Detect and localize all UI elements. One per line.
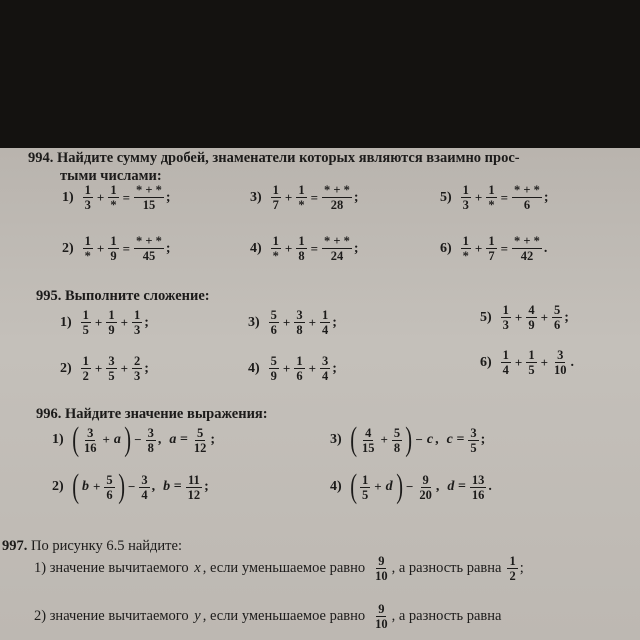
- fraction: [296, 183, 306, 212]
- fraction: [82, 426, 99, 455]
- plus: +: [380, 432, 388, 447]
- fraction: [294, 308, 304, 337]
- fraction: [512, 183, 542, 212]
- condition: d =: [447, 479, 466, 494]
- fraction: [83, 183, 93, 212]
- numerator: 11: [188, 472, 200, 487]
- denominator: 7: [272, 198, 279, 212]
- denominator: *: [488, 198, 495, 212]
- symbol: +: [282, 360, 291, 376]
- punct: ;: [165, 189, 171, 205]
- denominator: 9: [108, 323, 115, 337]
- numerator: 1: [84, 234, 91, 248]
- punct: ;: [210, 432, 216, 447]
- denominator: 2: [82, 369, 89, 383]
- symbol: +: [120, 314, 129, 330]
- numerator: 5: [554, 303, 561, 317]
- denominator: 15: [142, 198, 156, 212]
- fraction: [461, 183, 471, 212]
- variable: y: [194, 608, 201, 624]
- problem-996-header: [36, 406, 268, 423]
- punct: ;: [480, 432, 486, 447]
- symbol: +: [94, 360, 103, 376]
- minus: −: [415, 432, 423, 447]
- exercise: [52, 423, 215, 457]
- exercise-label: 1): [62, 189, 74, 205]
- denominator: 12: [193, 440, 207, 455]
- symbol: +: [120, 360, 129, 376]
- fraction: [322, 234, 352, 263]
- denominator: 5: [108, 369, 115, 383]
- fraction: [526, 348, 536, 377]
- fraction: [360, 426, 377, 455]
- parenthesis: (: [349, 421, 357, 458]
- fraction: $\frac{9}{10}$: [375, 602, 388, 631]
- numerator: 3: [87, 425, 94, 440]
- separator: ,: [435, 479, 440, 494]
- fraction: [526, 303, 536, 332]
- fraction: [360, 473, 370, 502]
- numerator: 1: [272, 183, 279, 197]
- punct: ;: [332, 314, 337, 330]
- exercise-label: 4): [250, 240, 262, 256]
- numerator: 3: [147, 425, 154, 440]
- textbook-page: [0, 148, 640, 640]
- punct: ;: [353, 240, 359, 256]
- numerator: 3: [470, 425, 477, 440]
- plus: +: [102, 432, 110, 447]
- denominator: 5: [528, 363, 535, 377]
- numerator: * + *: [324, 234, 350, 248]
- fraction: [271, 183, 281, 212]
- fraction: [132, 354, 142, 383]
- parenthesis: (: [71, 421, 79, 458]
- denominator: 7: [488, 249, 495, 263]
- punct: ;: [519, 560, 524, 576]
- numerator: 1: [298, 183, 305, 197]
- numerator: 3: [557, 348, 564, 362]
- exercise-label: 1): [60, 314, 72, 330]
- symbol: +: [284, 189, 293, 205]
- numerator: 1: [462, 234, 469, 248]
- exercise: [440, 234, 547, 263]
- symbol: =: [122, 189, 131, 205]
- numerator: * + *: [136, 234, 162, 248]
- fraction: [134, 183, 164, 212]
- problem-994-header: [28, 150, 520, 167]
- exercise: [62, 183, 171, 212]
- numerator: 1: [488, 183, 495, 197]
- denominator: 16: [471, 487, 485, 502]
- punct: ;: [543, 189, 549, 205]
- symbol: =: [310, 240, 319, 256]
- exercise-label: 2): [52, 479, 64, 494]
- fraction: [468, 426, 478, 455]
- variable: a: [113, 432, 121, 447]
- exercise-label: 3): [250, 189, 262, 205]
- denominator: 6: [270, 323, 277, 337]
- denominator: 20: [419, 487, 432, 502]
- denominator: 9: [528, 318, 535, 332]
- fraction: [501, 348, 511, 377]
- symbol: +: [308, 360, 317, 376]
- numerator: 4: [528, 303, 535, 317]
- exercise: [60, 308, 149, 337]
- fraction: [320, 354, 330, 383]
- problem-995-header: [36, 288, 210, 305]
- denominator: 45: [142, 249, 156, 263]
- symbol: =: [310, 189, 319, 205]
- denominator: 6: [106, 487, 113, 502]
- fraction: [106, 354, 116, 383]
- denominator: 28: [330, 198, 344, 212]
- fraction: [269, 354, 279, 383]
- fraction: [83, 234, 93, 263]
- denominator: 4: [322, 323, 329, 337]
- fraction: [322, 183, 352, 212]
- numerator: 1: [298, 234, 305, 248]
- exercise-label: 3): [248, 314, 260, 330]
- fraction: [146, 426, 156, 455]
- denominator: 3: [502, 318, 509, 332]
- exercise-label: 2): [62, 240, 74, 256]
- variable: c: [426, 432, 434, 447]
- exercise-label: 5): [480, 309, 492, 325]
- numerator: 1: [134, 308, 141, 322]
- problem-number: 994.: [28, 150, 54, 166]
- text: , если уменьшаемое равно: [202, 560, 366, 576]
- denominator: 10: [554, 363, 567, 377]
- denominator: *: [462, 249, 469, 263]
- denominator: 8: [298, 249, 305, 263]
- symbol: +: [514, 309, 523, 325]
- fraction: [461, 234, 471, 263]
- denominator: 8: [393, 440, 401, 455]
- minus: −: [134, 432, 142, 447]
- denominator: 12: [187, 487, 201, 502]
- minus: −: [406, 479, 414, 494]
- parenthesis: ): [117, 468, 125, 505]
- numerator: 3: [108, 354, 115, 368]
- text: 2) значение вычитаемого: [34, 608, 189, 624]
- parenthesis: (: [349, 468, 357, 505]
- exercise: [250, 183, 359, 212]
- punct: .: [570, 354, 575, 370]
- fraction: [192, 426, 209, 455]
- denominator: 5: [362, 487, 369, 502]
- denominator: 4: [141, 487, 148, 502]
- separator: ,: [435, 432, 439, 447]
- variable: x: [194, 560, 201, 576]
- problem-number: 997.: [2, 538, 28, 554]
- denominator: 4: [322, 369, 329, 383]
- problem-statement: Найдите сумму дробей, знаменатели которых являются взаимно прос-: [57, 150, 520, 166]
- denominator: 15: [362, 440, 375, 455]
- condition: c =: [446, 432, 465, 447]
- punct: ;: [564, 309, 569, 325]
- fraction: [108, 183, 118, 212]
- symbol: +: [540, 309, 549, 325]
- minus: −: [128, 479, 136, 494]
- denominator: *: [298, 198, 305, 212]
- denominator: 9: [270, 369, 277, 383]
- numerator: 1: [502, 348, 509, 362]
- exercise-label: 5): [440, 189, 452, 205]
- numerator: 5: [106, 472, 113, 487]
- symbol: +: [96, 240, 105, 256]
- numerator: 1: [272, 234, 279, 248]
- fraction: [139, 473, 149, 502]
- condition: b =: [163, 479, 182, 494]
- exercise: [480, 348, 574, 377]
- problem-number: 996.: [36, 406, 62, 422]
- parenthesis: ): [395, 468, 403, 505]
- problem-statement: Выполните сложение:: [65, 288, 210, 304]
- symbol: +: [96, 189, 105, 205]
- denominator: 42: [520, 249, 534, 263]
- denominator: 16: [84, 440, 97, 455]
- numerator: 1: [528, 348, 535, 362]
- exercise-label: 3): [330, 432, 342, 447]
- fraction: [552, 303, 562, 332]
- denominator: 8: [296, 323, 303, 337]
- denominator: 3: [134, 369, 141, 383]
- condition: a =: [169, 432, 188, 447]
- numerator: 1: [502, 303, 509, 317]
- plus: +: [93, 479, 101, 494]
- fraction: [486, 234, 496, 263]
- exercise-label: 4): [248, 360, 260, 376]
- text: , если уменьшаемое равно: [202, 608, 366, 624]
- fraction: $\frac{1}{2}$: [509, 554, 516, 583]
- denominator: 3: [462, 198, 469, 212]
- fraction: [106, 308, 116, 337]
- exercise: [52, 470, 209, 504]
- symbol: =: [122, 240, 131, 256]
- punct: .: [488, 479, 492, 494]
- numerator: 3: [322, 354, 329, 368]
- separator: ,: [157, 432, 162, 447]
- problem-number: 995.: [36, 288, 62, 304]
- numerator: 1: [110, 234, 117, 248]
- numerator: 9: [422, 472, 429, 487]
- fraction: [294, 354, 304, 383]
- denominator: 4: [502, 363, 509, 377]
- numerator: 3: [296, 308, 303, 322]
- numerator: 1: [84, 183, 91, 197]
- variable: d: [385, 479, 393, 494]
- fraction: [486, 183, 496, 212]
- fraction: [104, 473, 114, 502]
- numerator: 1: [488, 234, 495, 248]
- parenthesis: ): [405, 421, 413, 458]
- numerator: 1: [462, 183, 469, 197]
- numerator: 1: [362, 472, 369, 487]
- problem-statement-cont: тыми числами:: [60, 168, 162, 184]
- exercise-label: 1): [52, 432, 64, 447]
- problem-997-header: [2, 538, 182, 555]
- fraction: [470, 473, 487, 502]
- exercise: [480, 303, 569, 332]
- problem-997-line-1: [34, 554, 524, 583]
- numerator: 1: [108, 308, 115, 322]
- problem-statement: Найдите значение выражения:: [65, 406, 268, 422]
- symbol: +: [94, 314, 103, 330]
- denominator: 9: [110, 249, 117, 263]
- text: 1) значение вычитаемого: [34, 560, 189, 576]
- punct: .: [543, 240, 548, 256]
- numerator: 5: [393, 425, 401, 440]
- denominator: 5: [470, 440, 477, 455]
- symbol: =: [500, 189, 509, 205]
- numerator: * + *: [514, 183, 540, 197]
- numerator: 5: [270, 308, 277, 322]
- fraction: [81, 354, 91, 383]
- denominator: 3: [134, 323, 141, 337]
- exercise: [60, 354, 149, 383]
- fraction: [269, 308, 279, 337]
- variable: b: [82, 479, 89, 494]
- numerator: 2: [134, 354, 141, 368]
- numerator: 1: [110, 183, 117, 197]
- denominator: 3: [84, 198, 91, 212]
- numerator: 5: [197, 425, 204, 440]
- exercise: [330, 470, 492, 504]
- punct: ;: [204, 479, 209, 494]
- fraction: [132, 308, 142, 337]
- denominator: 6: [554, 318, 561, 332]
- punct: ;: [165, 240, 171, 256]
- symbol: +: [284, 240, 293, 256]
- numerator: 1: [82, 354, 89, 368]
- exercise-label: 6): [440, 240, 452, 256]
- text: , а разность равна: [391, 560, 502, 576]
- denominator: 8: [147, 440, 154, 455]
- denominator: *: [110, 198, 117, 212]
- fraction: [320, 308, 330, 337]
- symbol: +: [474, 240, 483, 256]
- exercise: [250, 234, 359, 263]
- numerator: * + *: [514, 234, 540, 248]
- numerator: 3: [141, 472, 148, 487]
- numerator: 13: [471, 472, 485, 487]
- numerator: * + *: [324, 183, 350, 197]
- numerator: * + *: [136, 183, 162, 197]
- denominator: 6: [523, 198, 531, 212]
- fraction: [186, 473, 203, 502]
- fraction: [81, 308, 91, 337]
- exercise-label: 2): [60, 360, 72, 376]
- symbol: +: [308, 314, 317, 330]
- denominator: 6: [296, 369, 303, 383]
- fraction: [501, 303, 511, 332]
- punct: ;: [353, 189, 359, 205]
- denominator: 5: [82, 323, 89, 337]
- fraction: [417, 473, 434, 502]
- denominator: 24: [330, 249, 344, 263]
- symbol: +: [474, 189, 483, 205]
- punct: ;: [144, 314, 149, 330]
- problem-997-line-2: [34, 602, 501, 631]
- fraction: [512, 234, 542, 263]
- problem-statement: По рисунку 6.5 найдите:: [31, 538, 182, 554]
- exercise: [248, 354, 337, 383]
- punct: ;: [144, 360, 149, 376]
- symbol: =: [500, 240, 509, 256]
- symbol: +: [514, 354, 523, 370]
- numerator: 1: [322, 308, 329, 322]
- fraction: [392, 426, 402, 455]
- parenthesis: (: [71, 468, 79, 505]
- separator: ,: [151, 479, 156, 494]
- exercise-label: 6): [480, 354, 492, 370]
- exercise: [248, 308, 337, 337]
- fraction: [552, 348, 569, 377]
- numerator: 1: [296, 354, 303, 368]
- fraction: [134, 234, 164, 263]
- exercise: [62, 234, 171, 263]
- punct: ;: [332, 360, 337, 376]
- fraction: [108, 234, 118, 263]
- text: , а разность равна: [391, 608, 502, 624]
- fraction: [271, 234, 281, 263]
- exercise: [330, 423, 485, 457]
- symbol: +: [540, 354, 549, 370]
- numerator: 4: [365, 425, 372, 440]
- numerator: 1: [82, 308, 89, 322]
- fraction: $\frac{9}{10}$: [375, 554, 388, 583]
- numerator: 5: [270, 354, 277, 368]
- exercise-label: 4): [330, 479, 342, 494]
- parenthesis: ): [124, 421, 131, 458]
- denominator: *: [84, 249, 91, 263]
- fraction: [296, 234, 306, 263]
- symbol: +: [282, 314, 291, 330]
- exercise: [440, 183, 549, 212]
- plus: +: [374, 479, 382, 494]
- denominator: *: [272, 249, 279, 263]
